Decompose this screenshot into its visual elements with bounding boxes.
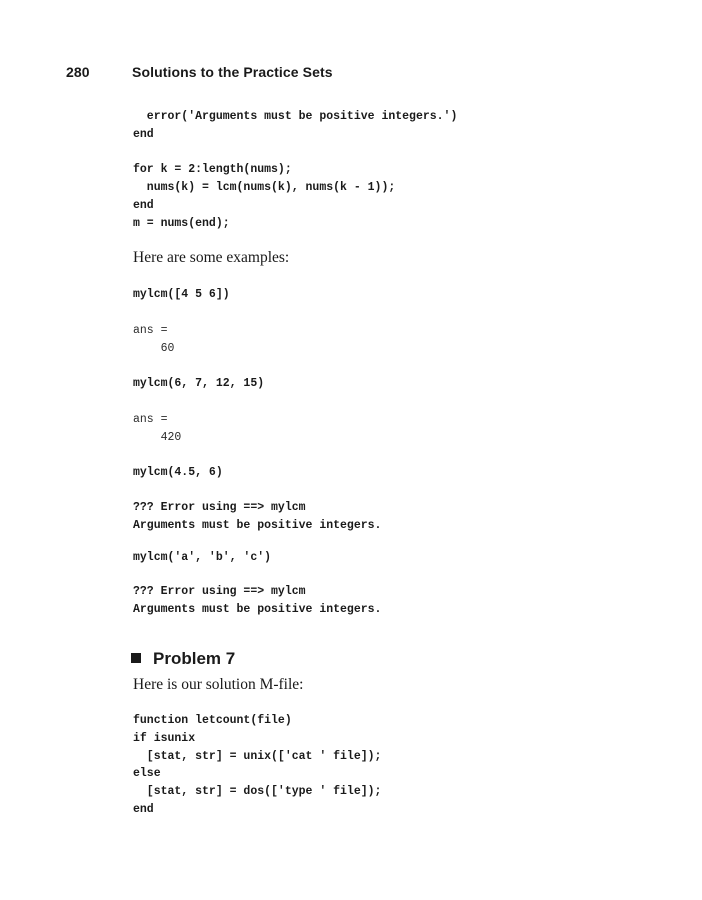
output-line: Arguments must be positive integers. [133,518,382,532]
output-line: ans = [133,324,168,337]
output-line: Arguments must be positive integers. [133,602,382,616]
example-error-output [133,499,381,535]
code-line: function letcount(file) [133,714,292,727]
code-block-bottom [133,712,381,819]
example-output [133,411,181,447]
code-line: [stat, str] = unix(['cat ' file]); [133,749,382,763]
output-line: 60 [133,341,175,355]
output-line: 420 [133,430,182,444]
code-line: error('Arguments must be positive integers.') [133,110,458,123]
code-line: end [133,127,154,141]
code-line: mylcm(6, 7, 12, 15) [133,377,265,390]
output-line: ans = [133,413,168,426]
code-line [133,144,457,162]
example-command [133,286,230,304]
square-bullet-icon [131,653,141,663]
example-command [133,464,223,482]
example-output [133,322,174,358]
code-line: mylcm('a', 'b', 'c') [133,551,272,564]
output-line: ??? Error using ==> mylcm [133,585,306,598]
code-line: end [133,198,154,212]
code-line: nums(k) = lcm(nums(k), nums(k - 1)); [133,181,396,195]
code-line: else [133,767,161,781]
code-block-top [133,108,457,233]
problem-intro: Here is our solution M-file: [133,676,304,693]
example-command [133,375,264,393]
page-number: 280 [66,64,90,80]
problem-title: Problem 7 [153,649,236,668]
example-command [133,549,271,567]
code-line: mylcm(4.5, 6) [133,466,223,479]
output-line: ??? Error using ==> mylcm [133,501,306,514]
example-error-output [133,583,381,619]
code-line: mylcm([4 5 6]) [133,288,230,301]
code-line: end [133,802,154,816]
problem-heading [131,649,235,669]
code-line: [stat, str] = dos(['type ' file]); [133,785,382,799]
code-line: for k = 2:length(nums); [133,163,292,177]
code-line: if isunix [133,731,196,745]
code-line: m = nums(end); [133,216,230,230]
running-title: Solutions to the Practice Sets [132,64,333,80]
examples-intro: Here are some examples: [133,249,290,266]
